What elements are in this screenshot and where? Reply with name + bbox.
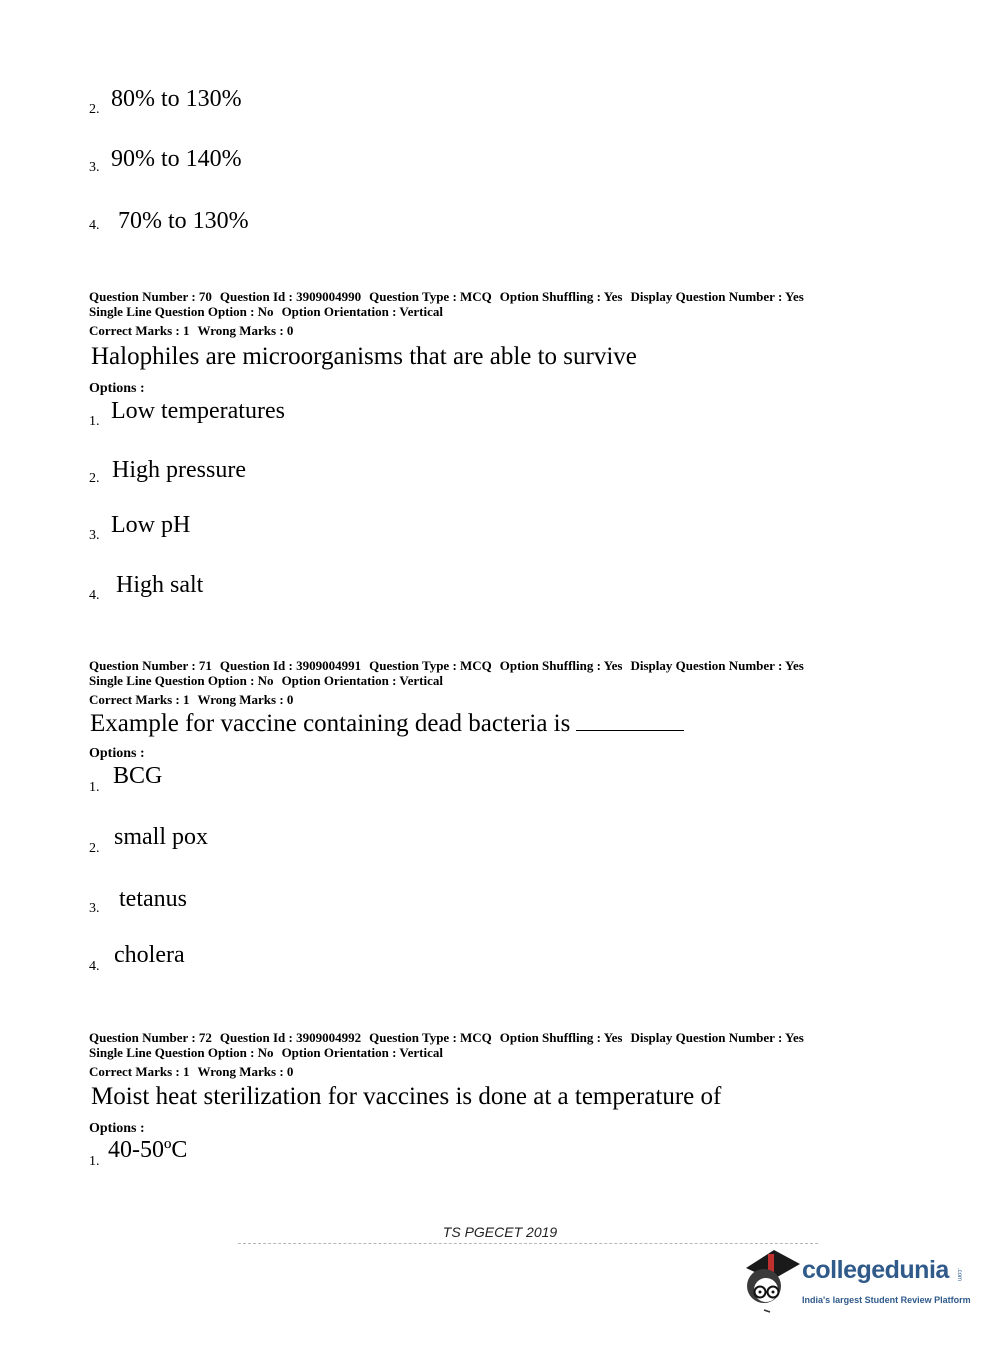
option-text: cholera: [114, 942, 185, 968]
question-marks: [89, 1064, 293, 1079]
option-shuffling: Option Shuffling : Yes: [499, 658, 623, 673]
option-text: tetanus: [119, 886, 187, 912]
brand-tagline: India's largest Student Review Platform: [802, 1295, 971, 1305]
question-id: Question Id : 3909004991: [219, 658, 362, 673]
option-orientation: Option Orientation : Vertical: [281, 1045, 443, 1060]
question-marks: [89, 692, 293, 707]
footer-divider: [238, 1243, 818, 1246]
brand-name: collegedunia: [802, 1256, 949, 1284]
question-text: Moist heat sterilization for vaccines is done at a temperature of: [91, 1083, 722, 1110]
correct-marks: Correct Marks : 1: [89, 323, 190, 338]
option-text: 40-50ºC: [108, 1137, 188, 1163]
collegedunia-logo: [740, 1246, 970, 1316]
option-text: High salt: [116, 572, 204, 598]
question-type: Question Type : MCQ: [369, 658, 492, 673]
graduate-mascot-icon: [740, 1246, 802, 1316]
option-text: 80% to 130%: [111, 86, 242, 112]
question-meta: [89, 289, 804, 319]
question-number: Question Number : 70: [89, 289, 212, 304]
option-number: 1.: [89, 1154, 100, 1169]
wrong-marks: Wrong Marks : 0: [197, 692, 294, 707]
question-id: Question Id : 3909004992: [219, 1030, 362, 1045]
question-text: [90, 708, 684, 738]
single-line-option: Single Line Question Option : No: [89, 673, 274, 688]
question-type: Question Type : MCQ: [369, 1030, 492, 1045]
question-id: Question Id : 3909004990: [219, 289, 362, 304]
option-text: small pox: [114, 824, 208, 850]
wrong-marks: Wrong Marks : 0: [197, 323, 294, 338]
single-line-option: Single Line Question Option : No: [89, 304, 274, 319]
correct-marks: Correct Marks : 1: [89, 692, 190, 707]
option-text: 70% to 130%: [118, 208, 249, 234]
option-text: High pressure: [112, 457, 246, 483]
option-shuffling: Option Shuffling : Yes: [499, 289, 623, 304]
option-number: 2.: [89, 102, 100, 117]
option-text: 90% to 140%: [111, 146, 242, 172]
option-shuffling: Option Shuffling : Yes: [499, 1030, 623, 1045]
single-line-option: Single Line Question Option : No: [89, 1045, 274, 1060]
question-meta: [89, 658, 804, 688]
options-label: Options :: [89, 1121, 145, 1136]
option-text: BCG: [113, 763, 163, 789]
option-number: 2.: [89, 841, 100, 856]
question-text: Halophiles are microorganisms that are able to survive: [91, 343, 637, 370]
option-number: 1.: [89, 414, 100, 429]
wrong-marks: Wrong Marks : 0: [197, 1064, 294, 1079]
option-number: 3.: [89, 528, 100, 543]
display-question-number: Display Question Number : Yes: [630, 1030, 804, 1045]
answer-blank: [576, 708, 684, 731]
options-label: Options :: [89, 746, 145, 761]
option-orientation: Option Orientation : Vertical: [281, 304, 443, 319]
option-number: 3.: [89, 160, 100, 175]
option-number: 4.: [89, 218, 100, 233]
correct-marks: Correct Marks : 1: [89, 1064, 190, 1079]
option-number: 4.: [89, 588, 100, 603]
display-question-number: Display Question Number : Yes: [630, 289, 804, 304]
question-text-content: Example for vaccine containing dead bacteria is: [90, 710, 571, 737]
question-type: Question Type : MCQ: [369, 289, 492, 304]
options-label: Options :: [89, 381, 145, 396]
footer-exam-label: TS PGECET 2019: [442, 1224, 558, 1240]
display-question-number: Display Question Number : Yes: [630, 658, 804, 673]
brand-suffix: .com: [956, 1268, 962, 1282]
question-number: Question Number : 72: [89, 1030, 212, 1045]
option-orientation: Option Orientation : Vertical: [281, 673, 443, 688]
option-text: Low pH: [111, 512, 191, 538]
option-text: Low temperatures: [111, 398, 285, 424]
question-marks: [89, 323, 293, 338]
option-number: 3.: [89, 901, 100, 916]
option-number: 2.: [89, 471, 100, 486]
option-number: 1.: [89, 780, 100, 795]
option-number: 4.: [89, 959, 100, 974]
question-meta: [89, 1030, 804, 1060]
question-number: Question Number : 71: [89, 658, 212, 673]
